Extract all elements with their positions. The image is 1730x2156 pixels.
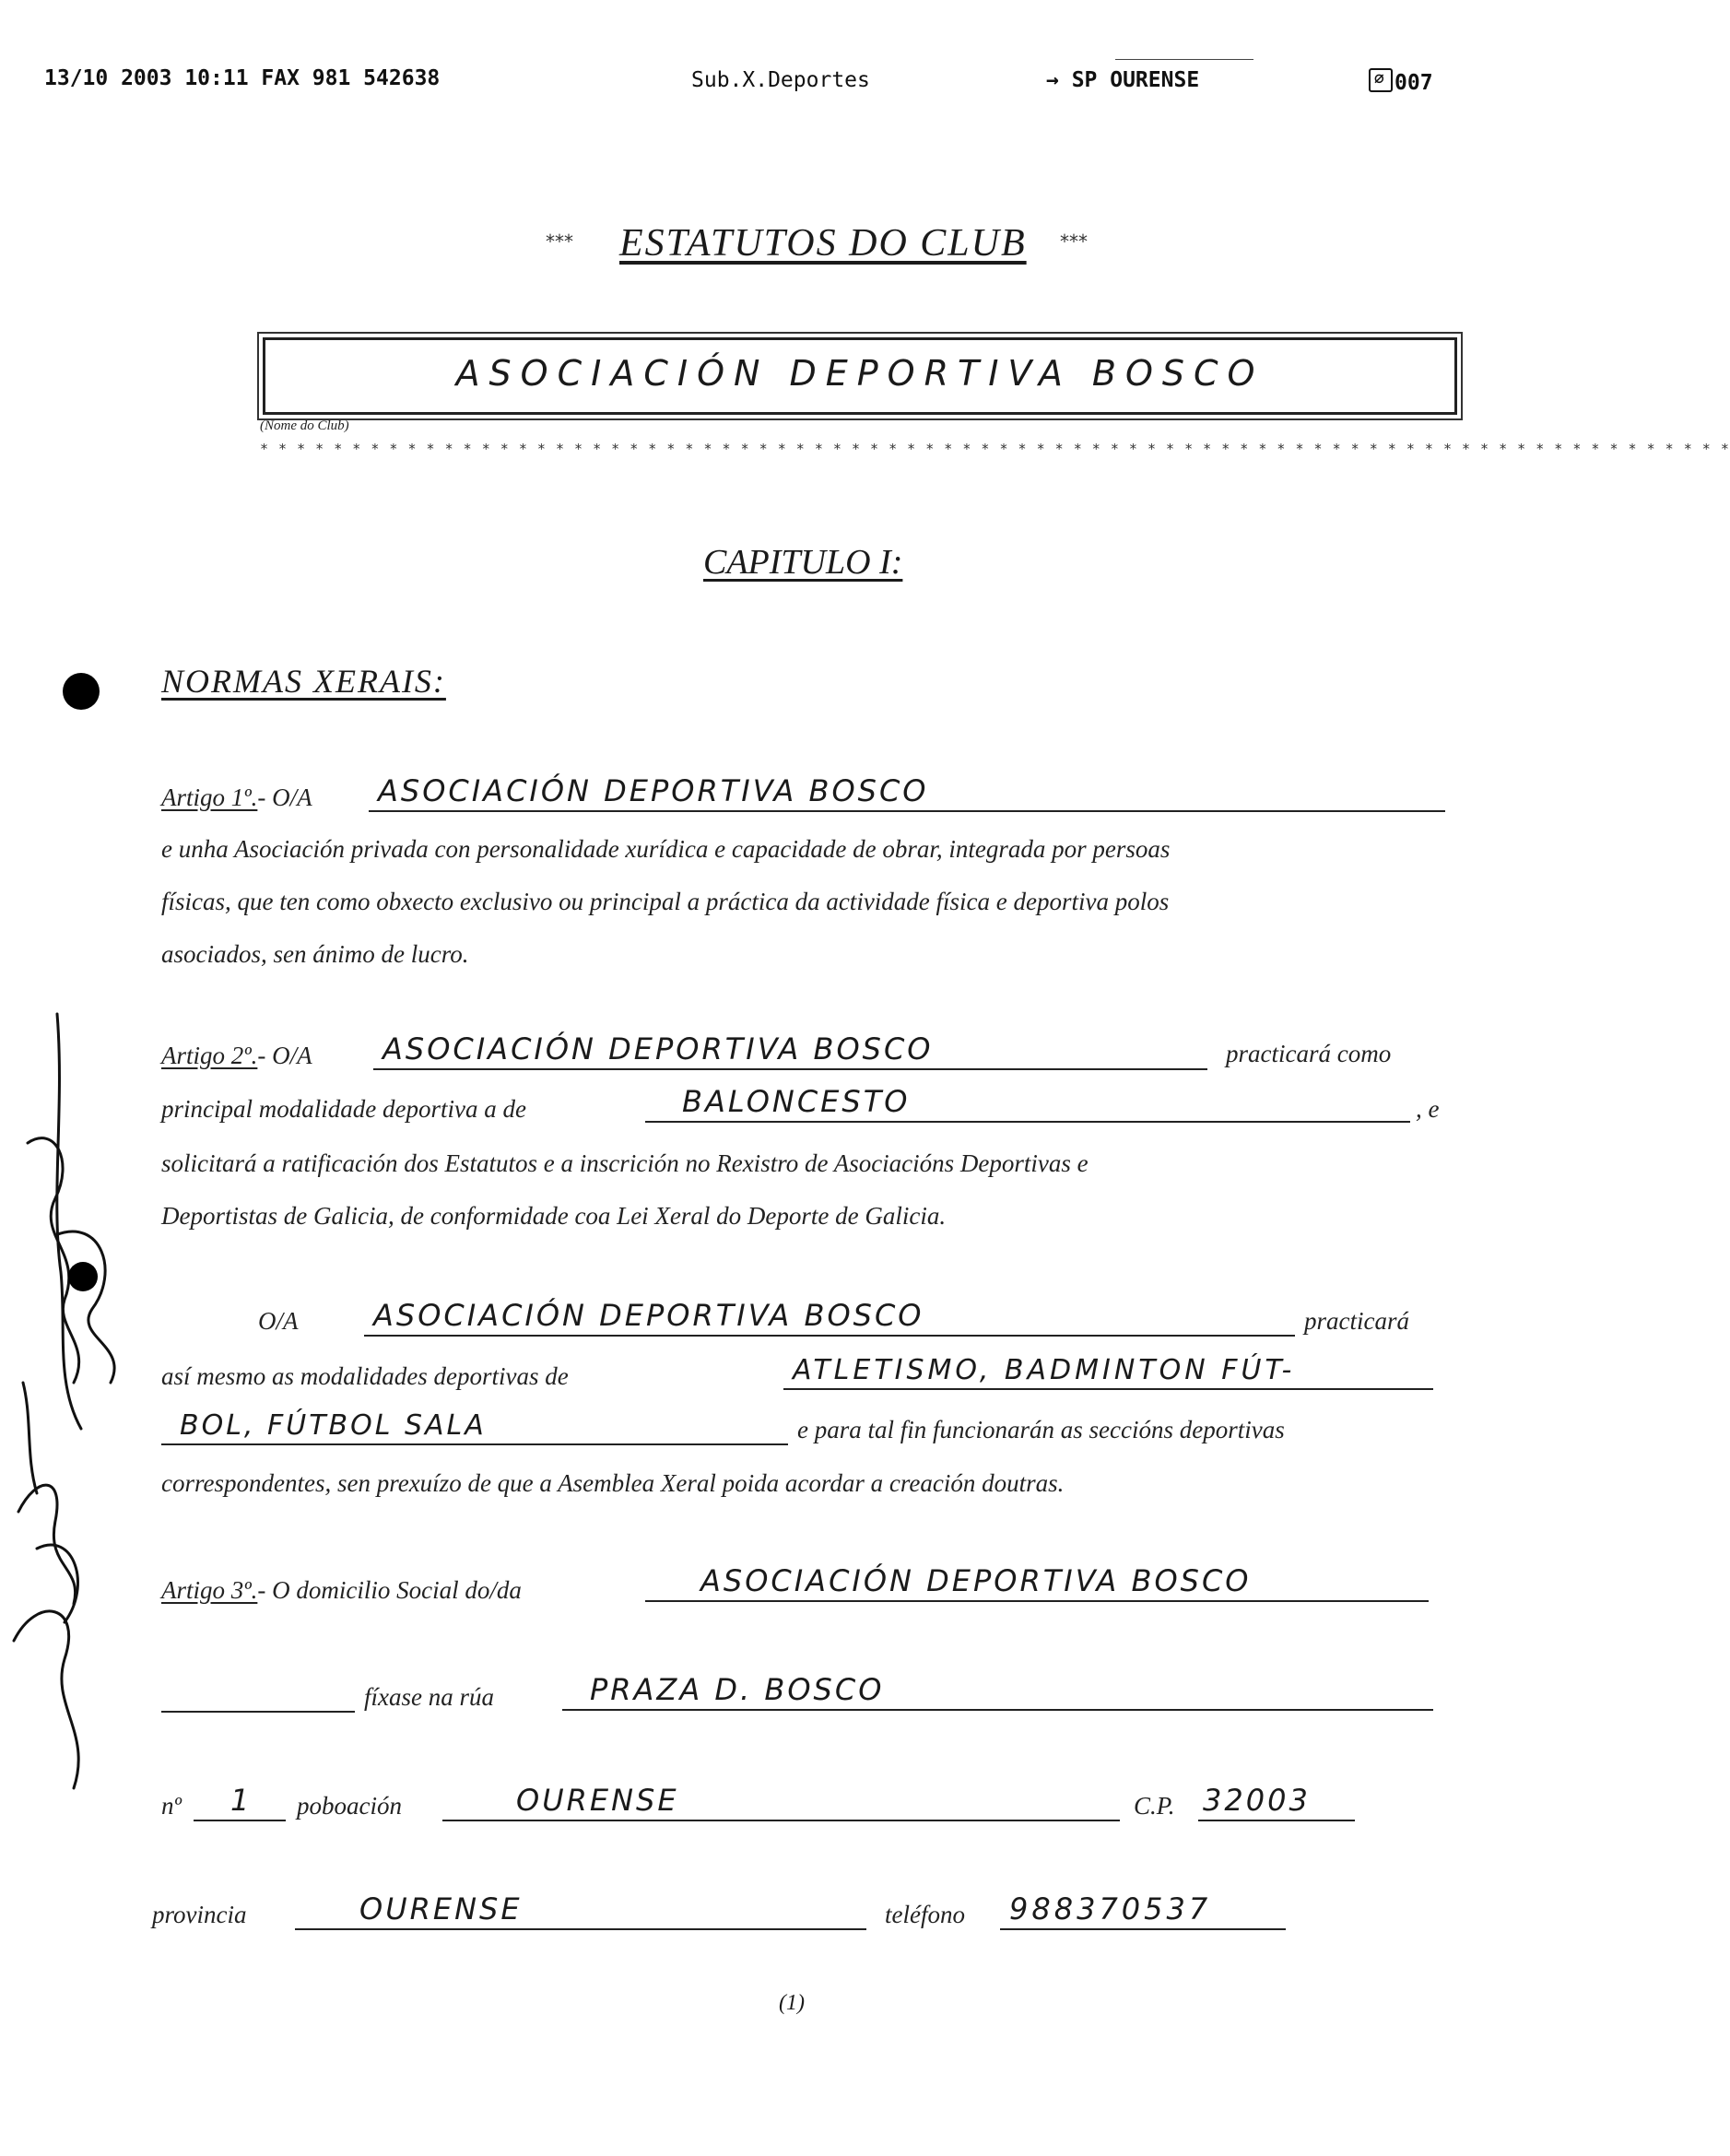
fax-destination: → SP OURENSE — [1046, 68, 1200, 92]
section-heading: NORMAS XERAIS: — [161, 663, 446, 700]
fax-datetime: 13/10 2003 10:11 FAX 981 542638 — [44, 66, 441, 90]
art1-club-field — [369, 773, 1445, 812]
fax-page-icon: ⌀ — [1369, 68, 1393, 92]
art2-modalidade-value: BALONCESTO — [682, 1084, 911, 1119]
art2b-modalidades-line-2: BOL, FÚTBOL SALA — [180, 1409, 487, 1442]
art3-prefix: - O domicilio Social do/da — [257, 1576, 522, 1604]
document-title: ESTATUTOS DO CLUB — [619, 222, 1027, 265]
fax-page-number: 007 — [1395, 71, 1433, 95]
art2b-prefix: O/A — [258, 1307, 299, 1335]
art1-line-3: asociados, sen ánimo de lucro. — [161, 940, 469, 968]
art2-after-modalidade: , e — [1416, 1095, 1440, 1123]
club-name-box — [263, 337, 1457, 415]
art1-club-value: ASOCIACIÓN DEPORTIVA BOSCO — [378, 773, 929, 808]
art3-phone-label: teléfono — [885, 1901, 965, 1928]
art2-club-field — [373, 1031, 1207, 1070]
fax-page-counter — [1369, 68, 1433, 95]
fax-sender: Sub.X.Deportes — [691, 68, 870, 92]
art2b-club-field — [364, 1298, 1295, 1337]
club-name: ASOCIACIÓN DEPORTIVA BOSCO — [455, 353, 1265, 394]
art3-number-value: 1 — [230, 1783, 253, 1818]
art3-province-field — [295, 1891, 866, 1930]
art2-body — [161, 1137, 1444, 1243]
art3-club-value: ASOCIACIÓN DEPORTIVA BOSCO — [700, 1563, 1252, 1598]
art3-town-value: OURENSE — [516, 1783, 679, 1818]
art2b-line-4: correspondentes, sen prexuízo de que a Asemblea Xeral poida acordar a creación doutras. — [161, 1469, 1065, 1497]
art2-prefix: - O/A — [257, 1042, 312, 1069]
art3-number-field — [194, 1783, 286, 1821]
art3-heading — [161, 1576, 522, 1605]
art3-province-label: provincia — [152, 1901, 247, 1928]
club-name-caption: (Nome do Club) — [260, 418, 349, 433]
art1-prefix: - O/A — [257, 783, 312, 811]
art3-cp-value: 32003 — [1203, 1783, 1311, 1818]
art3-phone-field — [1000, 1891, 1286, 1930]
art2-modalidade-intro: principal modalidade deportiva a de — [161, 1095, 526, 1123]
art3-street-value: PRAZA D. BOSCO — [590, 1672, 885, 1707]
art1-body — [161, 823, 1444, 981]
art1-line-2: físicas, que ten como obxecto exclusivo ou principal a práctica da actividade física e deportiva polos — [161, 888, 1170, 915]
art2b-intro: así mesmo as modalidades deportivas de — [161, 1362, 569, 1390]
art2b-modalidades-field-2 — [161, 1410, 788, 1445]
art3-province-value: OURENSE — [359, 1891, 523, 1926]
art3-label: Artigo 3º. — [161, 1576, 258, 1604]
art3-town-label: poboación — [297, 1792, 402, 1820]
art3-street-field — [562, 1672, 1433, 1711]
art1-line-1: e unha Asociación privada con personalidade xurídica e capacidade de obrar, integrada por persoas — [161, 835, 1171, 863]
art3-club-field — [645, 1563, 1429, 1602]
fax-header-rule — [1115, 59, 1253, 60]
art2b-after-club: practicará — [1304, 1307, 1409, 1335]
binding-hole-mark — [63, 673, 100, 710]
art3-town-field — [442, 1783, 1120, 1821]
art3-number-label: nº — [161, 1792, 182, 1820]
art1-heading — [161, 783, 312, 812]
separator-stars: * * * * * * * * * * * * * * * * * * * * * * * * * * * * * * * * * * * * * * * * * * * * * * * * * * * * * * * * * * * * * * * * * * * * * * * * * * * * * * * * — [260, 441, 1730, 457]
chapter-heading: CAPITULO I: — [703, 543, 903, 582]
art2b-modalidades-field-1 — [783, 1355, 1433, 1390]
title-stars-left: *** — [546, 230, 573, 253]
art2-line-4: Deportistas de Galicia, de conformidade coa Lei Xeral do Deporte de Galicia. — [161, 1202, 947, 1230]
art3-phone-value: 988370537 — [1009, 1891, 1212, 1926]
art2-label: Artigo 2º. — [161, 1042, 258, 1069]
art2-after-club: practicará como — [1226, 1040, 1392, 1067]
art3-street-blank — [161, 1678, 355, 1713]
art3-cp-field — [1198, 1783, 1355, 1821]
art2-club-value: ASOCIACIÓN DEPORTIVA BOSCO — [382, 1031, 934, 1066]
art2b-modalidades-line-1: ATLETISMO, BADMINTON FÚT- — [793, 1354, 1296, 1386]
margin-signatures — [0, 996, 184, 1807]
art3-cp-label: C.P. — [1134, 1792, 1175, 1820]
art1-label: Artigo 1º. — [161, 783, 258, 811]
page-number: (1) — [779, 1991, 805, 2015]
art2-modalidade-field — [645, 1084, 1410, 1123]
art2b-club-value: ASOCIACIÓN DEPORTIVA BOSCO — [373, 1298, 924, 1333]
art2-line-3: solicitará a ratificación dos Estatutos e a inscrición no Rexistro de Asociacións Deportivas e — [161, 1149, 1089, 1177]
art2b-after-modalidades: e para tal fin funcionarán as seccións deportivas — [797, 1416, 1285, 1443]
art3-street-label: fíxase na rúa — [364, 1683, 494, 1711]
title-stars-right: *** — [1060, 230, 1088, 253]
